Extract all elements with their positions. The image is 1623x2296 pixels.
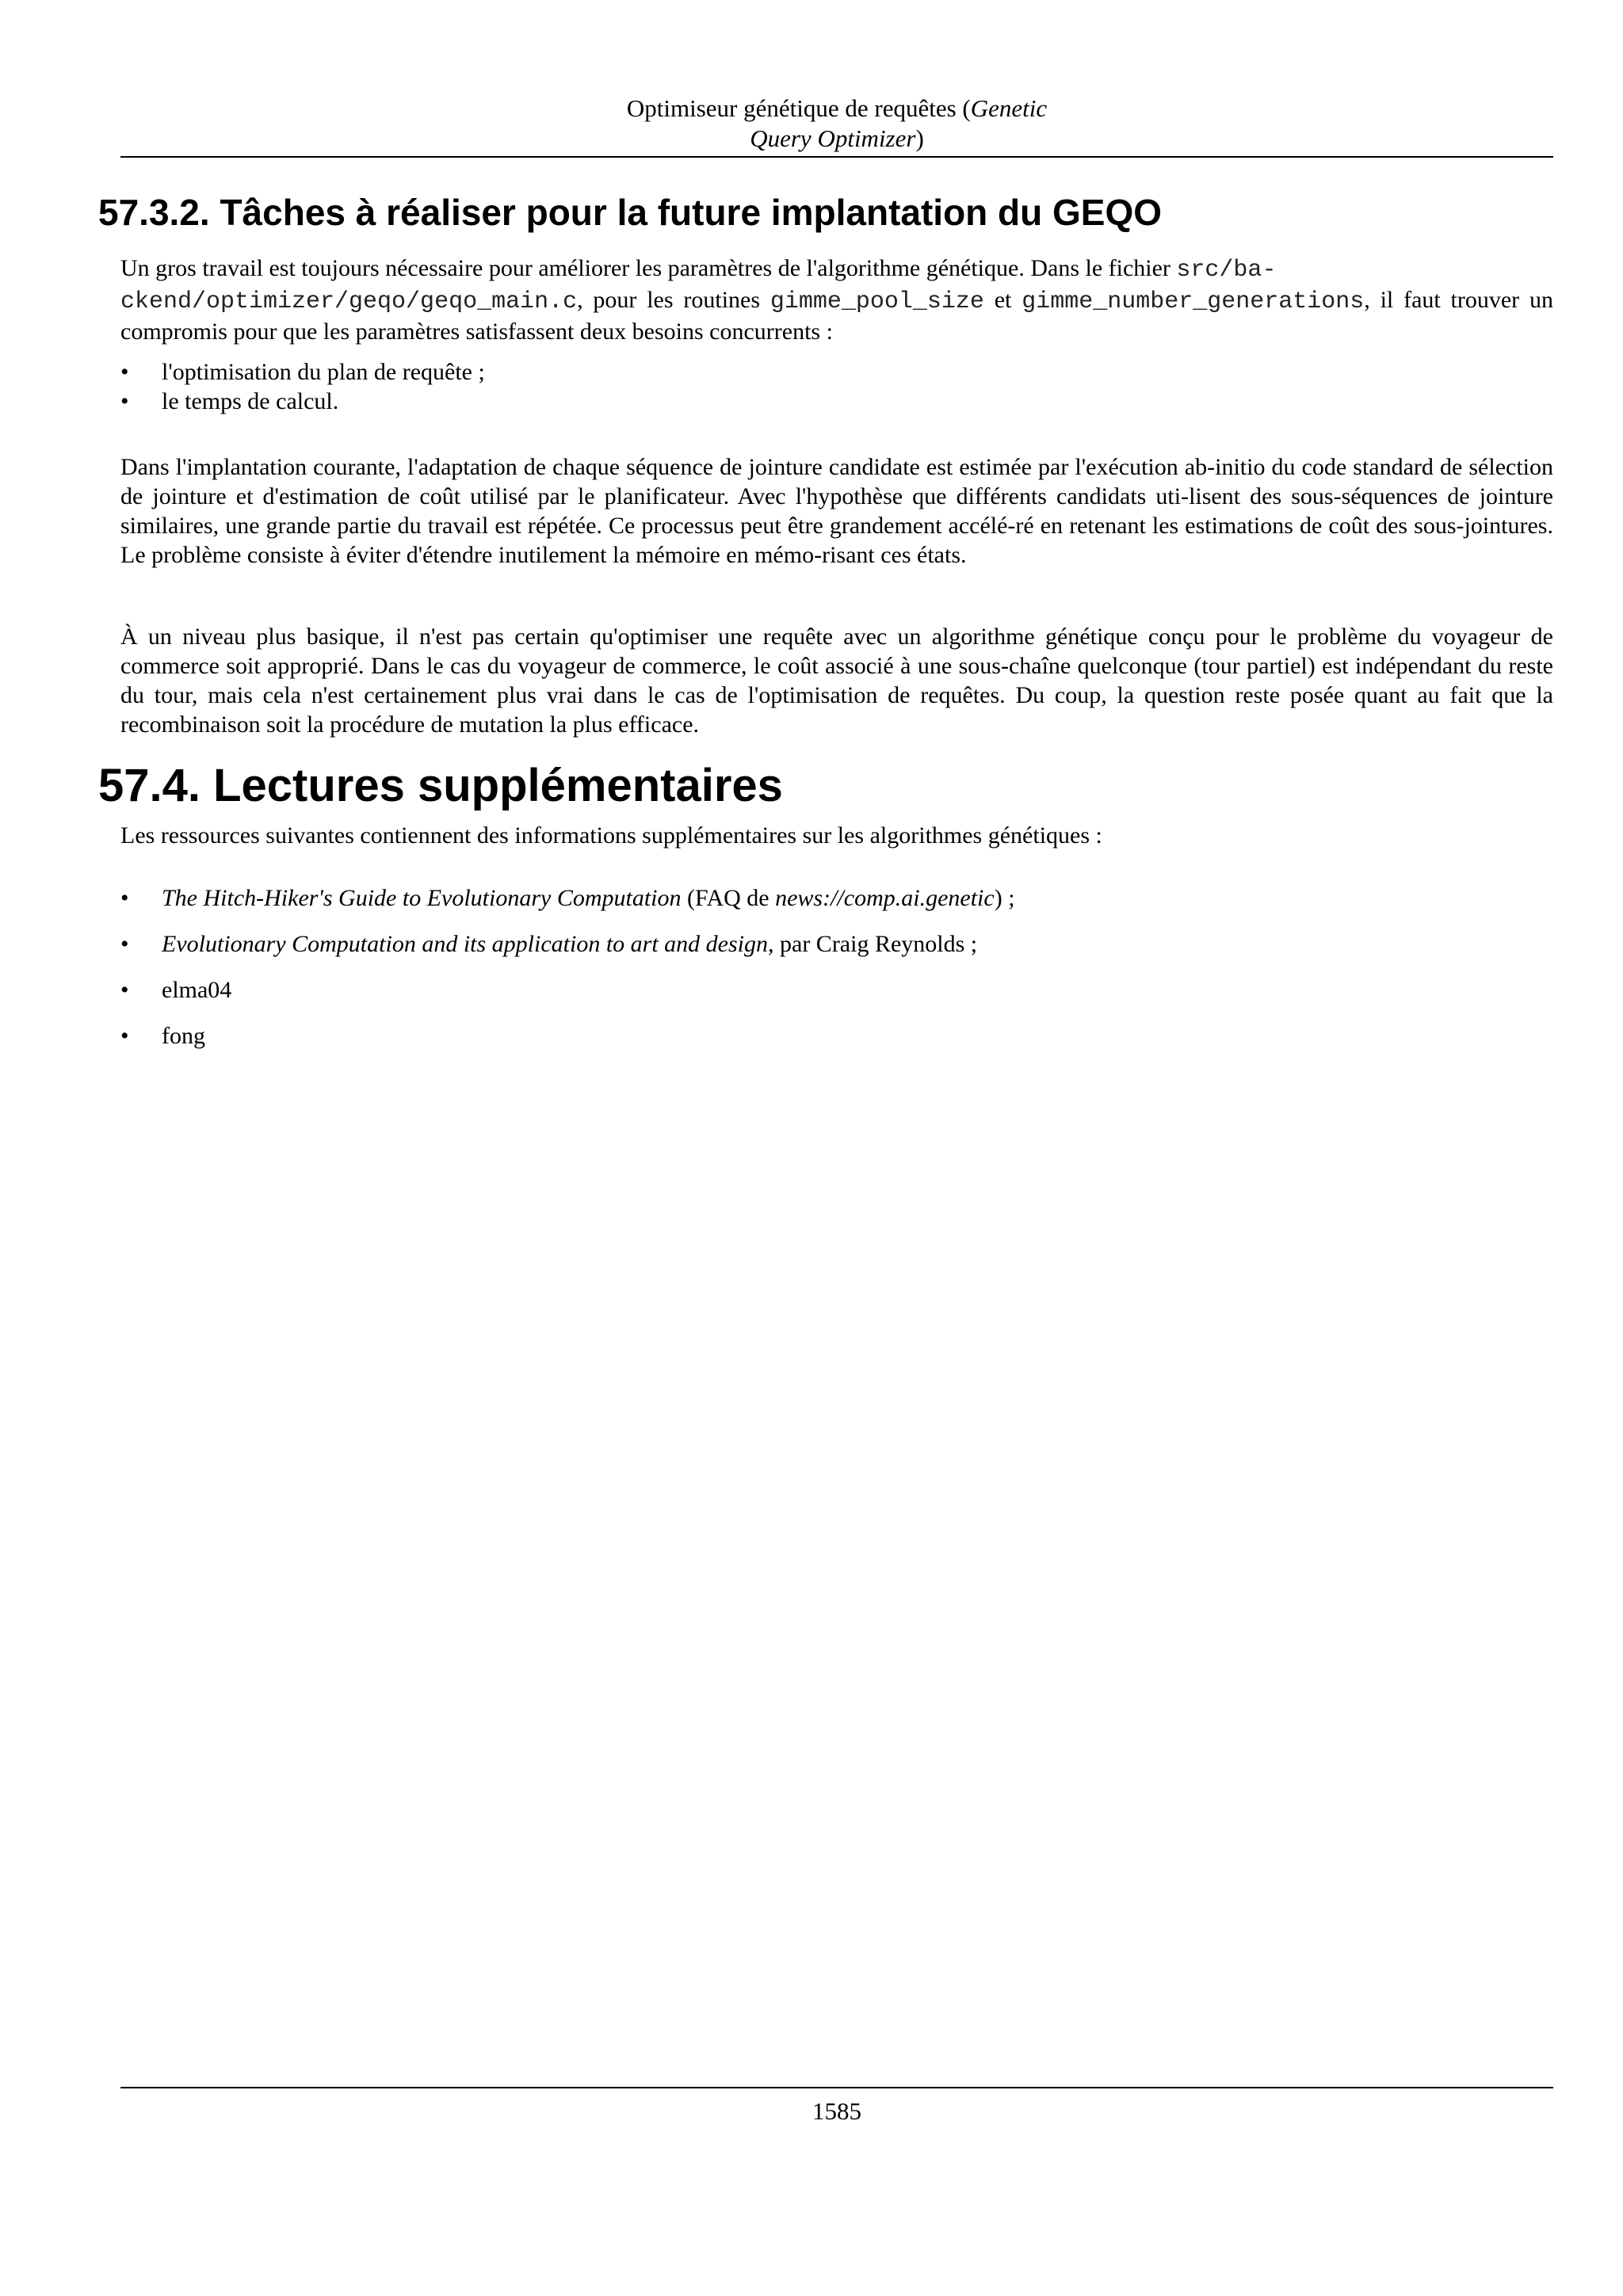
para3-text: À un niveau plus basique, il n'est pas certain qu'optimiser une requête avec un algorithme génétique conçu pour le problème du voyageur de commerce soit approprié. Dans le cas du voyageur de commerce, le coût associé à une sous-chaîne quelconque (tour partiel) est indépendant du reste du tour, mais cela n'est certainement plus vrai dans le cas de l'optimisation de requêtes. Du coup, la question reste posée quant au fait que la recombinaison soit la procédure de mutation la plus efficace. xyxy=(120,624,1553,738)
bullet-icon: • xyxy=(120,885,129,911)
paragraph-basic-level xyxy=(120,622,1553,739)
para1-text-3: et xyxy=(983,287,1022,313)
file-path-part2: ckend/optimizer/geqo/geqo_main.c xyxy=(120,288,578,315)
para1-text-4: , il faut trouver un compromis pour que les paramètres satisfassent deux besoins concurrents : xyxy=(120,287,1553,345)
running-header xyxy=(120,93,1553,154)
list-item xyxy=(120,387,1553,416)
resource-italic: The Hitch-Hiker's Guide to Evolutionary Computation xyxy=(162,885,682,911)
resources-list xyxy=(120,883,1553,1067)
resource-item xyxy=(120,883,1553,913)
routine-pool-size: gimme_pool_size xyxy=(769,288,984,315)
header-close: ) xyxy=(915,124,924,152)
resource-mid: fong xyxy=(162,1023,205,1049)
resource-mid: (FAQ de xyxy=(681,885,776,911)
resource-mid: , par Craig Reynolds ; xyxy=(768,931,978,957)
file-path-part1: src/ba- xyxy=(1176,257,1277,284)
resource-item xyxy=(120,975,1553,1005)
header-rule xyxy=(120,156,1553,158)
routine-number-generations: gimme_number_generations xyxy=(1022,288,1365,315)
list-item xyxy=(120,357,1553,387)
section-heading-57-4: 57.4. Lectures supplémentaires xyxy=(98,760,783,811)
resource-item xyxy=(120,1021,1553,1051)
resources-intro-text: Les ressources suivantes contiennent des informations supplémentaires sur les algorithmes génétiques : xyxy=(120,822,1102,849)
header-text: Optimiseur génétique de requêtes ( xyxy=(626,94,971,122)
footer-rule xyxy=(120,2087,1553,2088)
bullet-icon: • xyxy=(120,1023,129,1049)
resource-item xyxy=(120,929,1553,959)
resource-end: ) ; xyxy=(994,885,1015,911)
bullet-icon: • xyxy=(120,388,129,414)
resource-italic: Evolutionary Computation and its application to art and design xyxy=(162,931,768,957)
list-item-text: l'optimisation du plan de requête ; xyxy=(162,359,485,385)
header-italic-1: Genetic xyxy=(970,94,1048,122)
bullet-icon: • xyxy=(120,977,129,1003)
para1-text-2: , pour les routines xyxy=(577,287,770,313)
header-italic-2: Query Optimizer xyxy=(750,124,916,152)
section-heading-57-3-2: 57.3.2. Tâches à réaliser pour la future implantation du GEQO xyxy=(98,192,1163,233)
paragraph-resources-intro xyxy=(120,821,1553,850)
list-item-text: le temps de calcul. xyxy=(162,388,339,414)
paragraph-current-implementation xyxy=(120,452,1553,570)
requirements-list xyxy=(120,357,1553,416)
bullet-icon: • xyxy=(120,359,129,385)
page-number: 1585 xyxy=(812,2097,861,2125)
resource-mid: elma04 xyxy=(162,977,232,1003)
para1-text-1: Un gros travail est toujours nécessaire pour améliorer les paramètres de l'algorithme génétique. Dans le fichier xyxy=(120,255,1177,281)
para2-text: Dans l'implantation courante, l'adaptation de chaque séquence de jointure candidate est estimée par l'exécution ab-initio du code standard de sélection de jointure et d'estimation de coût utilisé par le planificateur. Avec l'hypothèse que différents candidats uti-lisent des sous-séquences de jointure similaires, une grande partie du travail est répétée. Ce processus peut être grandement accélé-ré en retenant les estimations de coût des sous-jointures. Le problème consiste à éviter d'étendre inutilement la mémoire en mémo-risant ces états. xyxy=(120,454,1553,568)
bullet-icon: • xyxy=(120,931,129,957)
resource-italic2: news://comp.ai.genetic xyxy=(775,885,995,911)
paragraph-intro xyxy=(120,254,1553,346)
